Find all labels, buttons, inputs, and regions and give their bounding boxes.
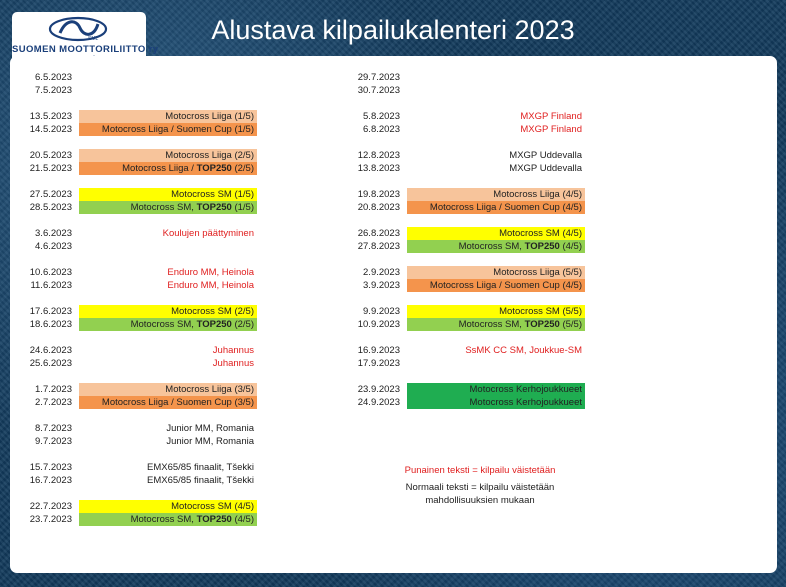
- event-date: 5.8.2023: [363, 111, 400, 122]
- event-label: [407, 162, 585, 175]
- event-label-text: Motocross SM (1/5): [171, 189, 254, 200]
- event-label-text: Motocross SM,: [458, 241, 525, 252]
- event-label-text: Motocross SM (5/5): [499, 306, 582, 317]
- event-label-text: Koulujen päättyminen: [162, 228, 254, 239]
- calendar-panel: [10, 56, 777, 573]
- event-label: [79, 227, 257, 240]
- event-label: [79, 474, 257, 487]
- event-date: 21.5.2023: [29, 163, 72, 174]
- event-label-text: Motocross SM,: [130, 319, 197, 330]
- event-label: [407, 188, 585, 201]
- event-label: [407, 279, 585, 292]
- event-label: [79, 383, 257, 396]
- event-label-text: Motocross SM,: [130, 202, 197, 213]
- event-label-text: Motocross Liiga (2/5): [165, 150, 254, 161]
- event-label-text: Enduro MM, Heinola: [167, 267, 254, 278]
- event-date: 12.8.2023: [357, 150, 400, 161]
- event-label-text: Motocross Liiga (3/5): [165, 384, 254, 395]
- event-label-text: MXGP Uddevalla: [509, 150, 582, 161]
- event-date: 13.5.2023: [29, 111, 72, 122]
- event-label: [79, 188, 257, 201]
- event-label-text: Motocross SM (4/5): [499, 228, 582, 239]
- event-label: [407, 344, 585, 357]
- event-label-emphasis: TOP250: [196, 202, 232, 213]
- event-label-text: Motocross Kerhojoukkueet: [469, 384, 582, 395]
- event-date: 4.6.2023: [35, 241, 72, 252]
- event-label: [79, 305, 257, 318]
- event-label: [407, 383, 585, 396]
- event-label-text: MXGP Finland: [520, 111, 582, 122]
- event-label-text: Motocross SM (2/5): [171, 306, 254, 317]
- event-date: 7.5.2023: [35, 85, 72, 96]
- event-label-text: Motocross Liiga /: [122, 163, 197, 174]
- event-label: [79, 266, 257, 279]
- event-label: [79, 149, 257, 162]
- event-date: 24.9.2023: [357, 397, 400, 408]
- event-date: 18.6.2023: [29, 319, 72, 330]
- event-label-text: (5/5): [559, 319, 582, 330]
- event-label-text: Motocross SM,: [130, 514, 197, 525]
- legend: [380, 464, 580, 507]
- event-label: [79, 396, 257, 409]
- event-label: [407, 396, 585, 409]
- event-date: 23.7.2023: [29, 514, 72, 525]
- event-date: 27.8.2023: [357, 241, 400, 252]
- event-label-emphasis: TOP250: [196, 514, 232, 525]
- event-date: 9.7.2023: [35, 436, 72, 447]
- event-date: 3.9.2023: [363, 280, 400, 291]
- event-label-text: Motocross Liiga (4/5): [493, 189, 582, 200]
- event-date: 10.9.2023: [357, 319, 400, 330]
- event-label: [79, 500, 257, 513]
- event-label: [407, 266, 585, 279]
- logo-name: SUOMEN MOOTTORILIITTO ry: [12, 44, 159, 55]
- event-label-text: MXGP Finland: [520, 124, 582, 135]
- event-date: 3.6.2023: [35, 228, 72, 239]
- sml-emblem-icon: [48, 16, 108, 42]
- event-date: 11.6.2023: [30, 280, 72, 291]
- event-date: 14.5.2023: [29, 124, 72, 135]
- event-label: [79, 422, 257, 435]
- event-label-text: Juhannus: [212, 358, 254, 369]
- event-date: 15.7.2023: [29, 462, 72, 473]
- event-date: 2.7.2023: [35, 397, 72, 408]
- event-label-text: Motocross Kerhojoukkueet: [469, 397, 582, 408]
- event-date: 9.9.2023: [363, 306, 400, 317]
- event-label-emphasis: TOP250: [196, 319, 232, 330]
- event-label: [79, 279, 257, 292]
- event-label-text: Junior MM, Romania: [166, 423, 254, 434]
- event-date: 27.5.2023: [29, 189, 72, 200]
- event-label: [407, 305, 585, 318]
- event-date: 28.5.2023: [29, 202, 72, 213]
- event-label: [407, 149, 585, 162]
- event-date: 17.9.2023: [357, 358, 400, 369]
- event-date: 8.7.2023: [35, 423, 72, 434]
- event-label: [407, 240, 585, 253]
- legend-red-text: Punainen teksti = kilpailu väistetään: [404, 465, 556, 476]
- legend-normal-text: [380, 481, 580, 507]
- event-date: 23.9.2023: [357, 384, 400, 395]
- event-label-text: Junior MM, Romania: [166, 436, 254, 447]
- event-label: [79, 318, 257, 331]
- event-label: [79, 123, 257, 136]
- event-label-text: Enduro MM, Heinola: [167, 280, 254, 291]
- event-label: [79, 162, 257, 175]
- legend-normal-line1: Normaali teksti = kilpailu väistetään: [405, 482, 555, 493]
- event-label: [407, 201, 585, 214]
- event-date: 6.5.2023: [35, 72, 72, 83]
- event-date: 20.8.2023: [357, 202, 400, 213]
- event-date: 30.7.2023: [357, 85, 400, 96]
- event-label-emphasis: TOP250: [524, 319, 560, 330]
- event-date: 26.8.2023: [357, 228, 400, 239]
- event-label-text: Juhannus: [212, 345, 254, 356]
- event-date: 19.8.2023: [357, 189, 400, 200]
- event-label-text: Motocross Liiga / Suomen Cup (4/5): [429, 280, 582, 291]
- event-date: 25.6.2023: [29, 358, 72, 369]
- event-date: 16.7.2023: [29, 475, 72, 486]
- event-label-text: EMX65/85 finaalit, Tšekki: [146, 462, 254, 473]
- event-label-text: EMX65/85 finaalit, Tšekki: [146, 475, 254, 486]
- page-title: Alustava kilpailukalenteri 2023: [211, 15, 575, 45]
- event-label-text: (4/5): [559, 241, 582, 252]
- event-label-text: Motocross Liiga / Suomen Cup (4/5): [429, 202, 582, 213]
- event-date: 6.8.2023: [363, 124, 400, 135]
- event-label: [79, 110, 257, 123]
- event-label-text: (1/5): [231, 202, 254, 213]
- event-label-text: Motocross Liiga / Suomen Cup (1/5): [101, 124, 254, 135]
- event-date: 2.9.2023: [363, 267, 400, 278]
- event-label: [407, 110, 585, 123]
- event-date: 10.6.2023: [29, 267, 72, 278]
- event-label-emphasis: TOP250: [196, 163, 232, 174]
- event-label: [79, 513, 257, 526]
- event-label-text: Motocross Liiga (1/5): [165, 111, 254, 122]
- event-label: [407, 123, 585, 136]
- event-label-text: Motocross SM (4/5): [171, 501, 254, 512]
- event-date: 20.5.2023: [29, 150, 72, 161]
- event-label: [79, 357, 257, 370]
- event-date: 29.7.2023: [357, 72, 400, 83]
- event-date: 24.6.2023: [29, 345, 72, 356]
- event-label: [407, 227, 585, 240]
- event-date: 16.9.2023: [357, 345, 400, 356]
- event-label-text: Motocross SM,: [458, 319, 525, 330]
- legend-normal-line2: mahdollisuuksien mukaan: [425, 495, 535, 506]
- event-label: [79, 201, 257, 214]
- event-label-text: Motocross Liiga / Suomen Cup (3/5): [101, 397, 254, 408]
- event-label-text: MXGP Uddevalla: [509, 163, 582, 174]
- event-label: [407, 318, 585, 331]
- event-label-text: Motocross Liiga (5/5): [493, 267, 582, 278]
- event-label-emphasis: TOP250: [524, 241, 560, 252]
- event-label: [79, 435, 257, 448]
- event-label-text: (2/5): [231, 319, 254, 330]
- event-label-text: SsMK CC SM, Joukkue-SM: [465, 345, 582, 356]
- event-date: 13.8.2023: [357, 163, 400, 174]
- event-label-text: (4/5): [231, 514, 254, 525]
- event-label: [79, 344, 257, 357]
- svg-text:SML: SML: [88, 36, 99, 42]
- event-date: 17.6.2023: [29, 306, 72, 317]
- event-label: [79, 461, 257, 474]
- event-date: 1.7.2023: [35, 384, 72, 395]
- event-label-text: (2/5): [231, 163, 254, 174]
- event-date: 22.7.2023: [29, 501, 72, 512]
